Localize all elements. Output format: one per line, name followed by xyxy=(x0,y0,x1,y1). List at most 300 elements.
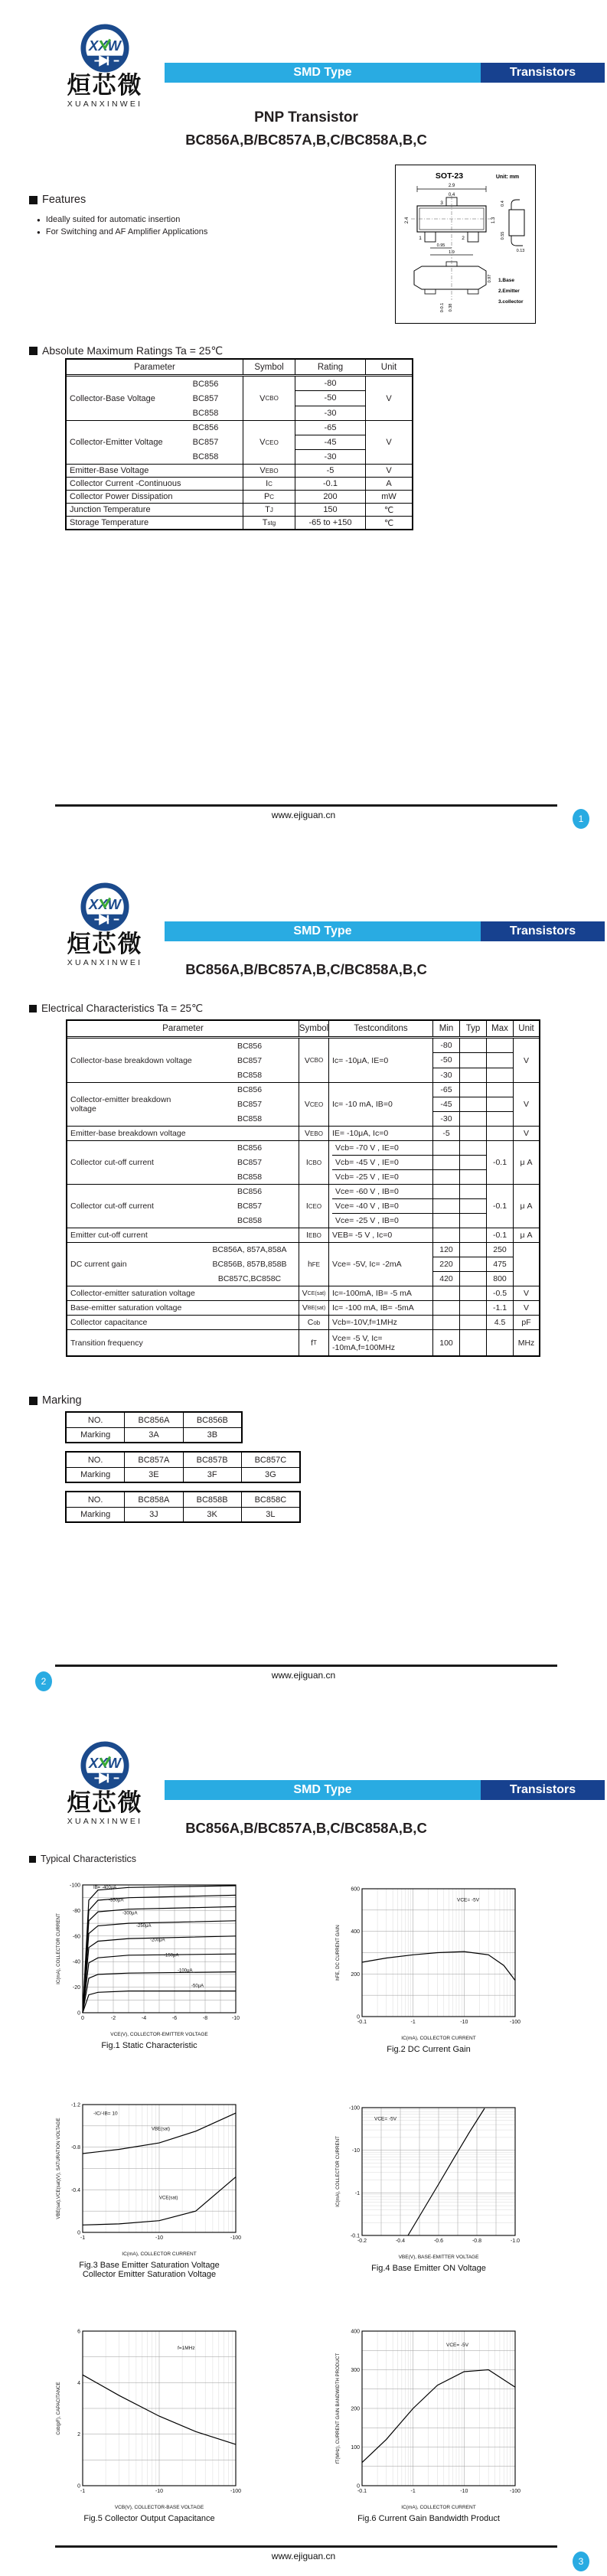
svg-text:-1: -1 xyxy=(410,2020,416,2025)
svg-text:-0.1: -0.1 xyxy=(350,2233,360,2239)
table-row xyxy=(67,377,412,420)
typ-cell xyxy=(459,1185,486,1228)
figure-caption: Fig.5 Collector Output Capacitance xyxy=(83,2514,215,2523)
unit-cell: μ A xyxy=(513,1185,539,1228)
param-cell: Junction Temperature xyxy=(70,505,151,514)
marking-cell: BC858A xyxy=(124,1492,182,1507)
min-cell: -80 -50 -30 xyxy=(432,1039,459,1082)
svg-text:-IC/-IB= 10: -IC/-IB= 10 xyxy=(93,2111,118,2117)
device-cell: BC856 BC857 BC858 xyxy=(192,423,219,461)
page-badge: 3 xyxy=(573,2552,589,2571)
section-marker-icon xyxy=(29,347,38,355)
package-name: SOT-23 xyxy=(435,171,464,181)
svg-text:2: 2 xyxy=(77,2432,80,2438)
svg-text:IC(mA), COLLECTOR CURRENT: IC(mA), COLLECTOR CURRENT xyxy=(401,2036,476,2041)
typ-cell xyxy=(459,1127,486,1140)
feature-item xyxy=(37,215,180,224)
svg-text:-10: -10 xyxy=(155,2235,164,2241)
cond-cell: VEB= -5 V , Ic=0 xyxy=(328,1228,432,1242)
svg-text:-0.2: -0.2 xyxy=(357,2239,367,2244)
dim-label: 2.4 xyxy=(405,217,410,224)
col-header: Parameter xyxy=(162,1024,204,1033)
dim-label: 0.95 xyxy=(436,243,445,248)
typ-cell xyxy=(459,1243,486,1286)
param-cell: Collector cut-off current xyxy=(70,1158,154,1167)
svg-text:-10: -10 xyxy=(460,2489,468,2494)
table-row xyxy=(67,1184,539,1228)
figure-3 xyxy=(34,2094,264,2279)
marking-table xyxy=(65,1491,301,1523)
header-right-label: Transistors xyxy=(481,63,605,83)
svg-text:VBE(sat),VCE(sat)(V), SATURATI: VBE(sat),VCE(sat)(V), SATURATION VOLTAGE xyxy=(56,2118,61,2219)
header-right-label: Transistors xyxy=(481,921,605,941)
svg-text:300: 300 xyxy=(351,2368,360,2373)
typ-cell xyxy=(459,1228,486,1242)
section-marker-icon xyxy=(29,1005,37,1012)
header-bar xyxy=(165,1780,605,1800)
marking-cell: 3J xyxy=(124,1508,182,1521)
fig6-plot xyxy=(314,2320,543,2512)
feature-text: For Switching and AF Amplifier Applications xyxy=(45,227,208,236)
svg-text:0: 0 xyxy=(81,2016,84,2021)
table-row xyxy=(67,1492,299,1507)
svg-text:-1: -1 xyxy=(80,2489,86,2494)
cond-cell: Ic= -100 mA, IB= -5mA xyxy=(328,1301,432,1315)
logo-cn: 烜芯微 xyxy=(67,1789,143,1817)
marking-cell: BC857B xyxy=(183,1453,241,1467)
pin-legend: 3.collector xyxy=(498,299,524,305)
device-cell: BC856 BC857 BC858 xyxy=(192,379,219,418)
svg-text:-0.8: -0.8 xyxy=(472,2239,482,2244)
table-row xyxy=(67,1315,539,1329)
symbol-cell: P C xyxy=(243,491,295,503)
symbol-cell: V CEO xyxy=(243,421,295,464)
symbol-cell: I CBO xyxy=(299,1141,328,1184)
table-row xyxy=(67,1427,241,1442)
max-cell xyxy=(486,1330,513,1355)
pnp-subtitle: PNP Transistor xyxy=(254,109,358,126)
svg-text:-100μA: -100μA xyxy=(178,1968,193,1974)
svg-text:-40: -40 xyxy=(72,1959,80,1965)
typ-cell xyxy=(459,1039,486,1082)
package-unit: Unit: mm xyxy=(495,174,520,180)
logo-initials: XXW xyxy=(89,1754,121,1771)
min-cell xyxy=(432,1316,459,1329)
symbol-cell: C ob xyxy=(299,1316,328,1329)
rating-cell: 150 xyxy=(295,504,365,516)
svg-text:-1.0: -1.0 xyxy=(510,2239,521,2244)
param-cell: Collector-emitter saturation voltage xyxy=(70,1289,195,1298)
svg-text:-20: -20 xyxy=(72,1985,80,1991)
svg-text:-1: -1 xyxy=(80,2235,86,2241)
cond-cell: Vcb=-10V,f=1MHz xyxy=(328,1316,432,1329)
dim-label: 0.55 xyxy=(501,231,505,240)
svg-text:-0.4: -0.4 xyxy=(70,2187,80,2193)
param-cell: Collector capacitance xyxy=(70,1318,148,1327)
figure-4 xyxy=(314,2097,543,2273)
svg-text:-100: -100 xyxy=(230,2489,242,2494)
figure-6 xyxy=(314,2320,543,2523)
table-row xyxy=(67,503,412,516)
min-cell xyxy=(432,1286,459,1300)
svg-text:IC(mA), COLLECTOR CURRENT: IC(mA), COLLECTOR CURRENT xyxy=(401,2505,476,2510)
footer-rule xyxy=(55,2545,557,2548)
svg-text:IC(mA), COLLECTOR CURRENT: IC(mA), COLLECTOR CURRENT xyxy=(56,1913,61,1984)
pin-legend: 1.Base xyxy=(498,278,514,283)
fig4-plot xyxy=(314,2097,543,2261)
elec-heading-label: Electrical Characteristics Ta = 25℃ xyxy=(41,1003,204,1014)
features-heading xyxy=(29,194,86,206)
typ-cell xyxy=(459,1141,486,1184)
typ-cell xyxy=(459,1301,486,1315)
symbol-cell: h FE xyxy=(299,1243,328,1286)
dim-label: 0.13 xyxy=(516,249,525,253)
unit-cell: V xyxy=(513,1039,539,1082)
table-row xyxy=(67,420,412,464)
features-heading-label: Features xyxy=(42,194,86,206)
svg-text:-100: -100 xyxy=(69,1883,80,1889)
bullet-icon xyxy=(37,227,46,236)
svg-text:IC(mA), COLLECTOR CURRENT: IC(mA), COLLECTOR CURRENT xyxy=(335,2136,341,2207)
cond-cell: Ic= -10 mA, IB=0 xyxy=(328,1083,432,1126)
figure-5 xyxy=(34,2320,264,2523)
figure-2 xyxy=(314,1878,543,2054)
max-cell: -0.1 xyxy=(486,1185,513,1228)
unit-cell: V xyxy=(513,1127,539,1140)
logo-initials: XXW xyxy=(89,895,121,912)
header-right-label: Transistors xyxy=(481,1780,605,1800)
package-diagram xyxy=(395,165,536,324)
table-row xyxy=(67,464,412,477)
header-bar xyxy=(165,63,605,83)
dim-label: 0.38 xyxy=(449,303,453,312)
rating-cell: 200 xyxy=(295,491,365,503)
svg-text:VCE(V), COLLECTOR-EMITTER VOLT: VCE(V), COLLECTOR-EMITTER VOLTAGE xyxy=(110,2032,208,2037)
figure-caption: Fig.1 Static Characteristic xyxy=(101,2041,197,2050)
cond-cell: Ic=-100mA, IB= -5 mA xyxy=(328,1286,432,1300)
footer-url: www.ejiguan.cn xyxy=(271,2551,336,2561)
max-cell: -1.1 xyxy=(486,1301,513,1315)
page-3 xyxy=(0,1717,607,2576)
figure-caption: Collector Emitter Saturation Voltage xyxy=(82,2270,217,2279)
footer-url: www.ejiguan.cn xyxy=(271,810,336,820)
marking-cell: NO. xyxy=(87,1495,103,1505)
table-header-row xyxy=(67,1021,539,1039)
header-left-label: SMD Type xyxy=(165,1780,481,1800)
table-row xyxy=(67,490,412,503)
marking-cell: BC856A xyxy=(124,1413,182,1427)
col-header: Testconditons xyxy=(328,1021,432,1036)
pin-legend: 2.Emitter xyxy=(498,289,520,294)
brand-logo xyxy=(47,1740,162,1826)
dim-label: 0-0.1 xyxy=(440,302,445,313)
marking-cell: NO. xyxy=(87,1455,103,1465)
logo-circle-icon xyxy=(80,1740,130,1791)
svg-text:-10: -10 xyxy=(155,2489,164,2494)
fig5-plot xyxy=(34,2320,264,2512)
table-row xyxy=(67,1082,539,1126)
logo-initials: XXW xyxy=(89,37,121,54)
unit-cell: pF xyxy=(513,1316,539,1329)
cond-cell: IE= -10μA, Ic=0 xyxy=(328,1127,432,1140)
marking-table xyxy=(65,1411,243,1443)
dim-label: 1.3 xyxy=(491,217,496,224)
col-header: Rating xyxy=(295,360,365,374)
unit-cell: MHz xyxy=(513,1330,539,1355)
marking-table xyxy=(65,1451,301,1483)
min-cell xyxy=(432,1141,459,1184)
svg-text:-150μA: -150μA xyxy=(164,1953,179,1958)
svg-text:f=1MHz: f=1MHz xyxy=(178,2346,195,2352)
svg-text:VCE= -5V: VCE= -5V xyxy=(446,2343,469,2349)
device-cell: BC856 BC857 BC858 xyxy=(237,1187,263,1225)
pin-number: 2 xyxy=(462,236,465,241)
marking-cell: Marking xyxy=(80,1470,111,1479)
part-title: BC856A,B/BC857A,B,C/BC858A,B,C xyxy=(185,961,427,977)
svg-text:-2: -2 xyxy=(110,2016,116,2021)
svg-text:VCB(V), COLLECTOR-BASE VOLTAGE: VCB(V), COLLECTOR-BASE VOLTAGE xyxy=(114,2505,204,2510)
col-header: Typ xyxy=(459,1021,486,1036)
svg-text:IB= -400μA: IB= -400μA xyxy=(93,1886,117,1890)
table-row xyxy=(67,1507,299,1521)
unit-cell: μ A xyxy=(513,1228,539,1242)
svg-text:IC(mA), COLLECTOR CURRENT: IC(mA), COLLECTOR CURRENT xyxy=(122,2252,197,2257)
param-cell: Collector-base breakdown voltage xyxy=(70,1055,192,1065)
feature-item xyxy=(37,227,207,236)
cond-cell: Vce= -60 V , IB=0 Vce= -40 V , IB=0 Vce= -25 V , IB=0 xyxy=(328,1185,432,1228)
dim-label: 0.4 xyxy=(448,193,455,197)
svg-text:-100: -100 xyxy=(509,2020,521,2025)
col-header: Min xyxy=(432,1021,459,1036)
param-cell: Collector Power Dissipation xyxy=(70,492,173,501)
table-row xyxy=(67,1039,539,1082)
pin-number: 1 xyxy=(419,236,422,241)
max-cell: -0.1 xyxy=(486,1141,513,1184)
param-cell: Collector-emitter breakdown voltage xyxy=(70,1095,171,1114)
param-cell: Collector Current -Continuous xyxy=(70,479,181,488)
svg-text:-100: -100 xyxy=(348,2105,360,2111)
figure-caption: Fig.2 DC Current Gain xyxy=(387,2045,471,2054)
min-cell: 100 xyxy=(432,1330,459,1355)
col-header: Unit xyxy=(513,1021,539,1036)
figure-1 xyxy=(34,1874,264,2050)
unit-cell: V xyxy=(513,1083,539,1126)
svg-text:600: 600 xyxy=(351,1886,360,1893)
svg-text:6: 6 xyxy=(77,2329,80,2335)
unit-cell: V xyxy=(365,421,412,464)
min-cell xyxy=(432,1228,459,1242)
unit-cell: μ A xyxy=(513,1141,539,1184)
unit-cell xyxy=(513,1243,539,1286)
svg-text:-0.8: -0.8 xyxy=(70,2145,80,2151)
col-header: Parameter xyxy=(134,362,175,372)
max-cell xyxy=(486,1083,513,1126)
cond-cell: Ic= -10μA, IE=0 xyxy=(328,1039,432,1082)
svg-text:Cob(pF), CAPACITANCE: Cob(pF), CAPACITANCE xyxy=(56,2382,61,2435)
svg-text:-1: -1 xyxy=(354,2190,360,2196)
svg-text:fT(MHz), CURRENT GAIN BANDWIDT: fT(MHz), CURRENT GAIN BANDWIDTH PRODUCT xyxy=(335,2353,341,2464)
min-cell: -5 xyxy=(432,1127,459,1140)
max-cell: -0.1 xyxy=(486,1228,513,1242)
symbol-cell: V BE(sat) xyxy=(299,1301,328,1315)
max-cell: 4.5 xyxy=(486,1316,513,1329)
param-cell: Emitter cut-off current xyxy=(70,1231,148,1240)
fig2-plot xyxy=(314,1878,543,2043)
symbol-cell: I C xyxy=(243,478,295,490)
feature-text: Ideally suited for automatic insertion xyxy=(45,215,181,224)
bullet-icon xyxy=(37,215,46,224)
max-cell xyxy=(486,1039,513,1082)
table-row xyxy=(67,1413,241,1427)
abs-max-heading xyxy=(29,344,223,357)
figure-caption: Fig.4 Base Emitter ON Voltage xyxy=(371,2264,486,2273)
symbol-cell: V CE(sat) xyxy=(299,1286,328,1300)
marking-cell: BC857A xyxy=(124,1453,182,1467)
svg-text:-6: -6 xyxy=(171,2016,178,2021)
table-row xyxy=(67,1126,539,1140)
min-cell: -65 -45 -30 xyxy=(432,1083,459,1126)
svg-text:-50μA: -50μA xyxy=(191,1984,204,1989)
svg-text:0: 0 xyxy=(357,2483,360,2490)
unit-cell: V xyxy=(513,1301,539,1315)
svg-text:VCE= -5V: VCE= -5V xyxy=(457,1897,480,1903)
marking-cell: 3G xyxy=(241,1468,299,1482)
rating-cell: -80 -50 -30 xyxy=(295,377,365,420)
marking-cell: 3K xyxy=(183,1508,241,1521)
logo-circle-icon xyxy=(80,882,130,932)
symbol-cell: I EBO xyxy=(299,1228,328,1242)
marking-cell: Marking xyxy=(80,1430,111,1440)
figure-caption: Fig.6 Current Gain Bandwidth Product xyxy=(357,2514,500,2523)
symbol-cell: V EBO xyxy=(299,1127,328,1140)
figure-caption: Fig.3 Base Emitter Saturation Voltage xyxy=(79,2261,220,2270)
svg-text:400: 400 xyxy=(351,2329,360,2335)
logo-cn: 烜芯微 xyxy=(67,931,143,958)
param-cell: Base-emitter saturation voltage xyxy=(70,1303,182,1312)
table-row xyxy=(67,477,412,490)
device-cell: BC856 BC857 BC858 xyxy=(237,1041,263,1080)
svg-text:-100: -100 xyxy=(230,2235,242,2241)
part-title: BC856A,B/BC857A,B,C/BC858A,B,C xyxy=(185,1820,427,1836)
marking-heading xyxy=(29,1394,82,1407)
page-2 xyxy=(0,859,607,1717)
symbol-cell: V EBO xyxy=(243,465,295,477)
footer-url: www.ejiguan.cn xyxy=(271,1670,336,1681)
unit-cell: V xyxy=(365,465,412,477)
typical-heading xyxy=(29,1854,136,1864)
unit-cell: ℃ xyxy=(365,504,412,516)
svg-text:VBE(V), BASE-EMITTER VOLTAGE: VBE(V), BASE-EMITTER VOLTAGE xyxy=(398,2255,479,2260)
svg-text:-80: -80 xyxy=(72,1908,80,1914)
cond-cell: Vcb= -70 V , IE=0 Vcb= -45 V , IE=0 Vcb= -25 V , IE=0 xyxy=(328,1141,432,1184)
logo-circle-icon xyxy=(80,23,130,73)
svg-text:-1.2: -1.2 xyxy=(70,2102,80,2108)
table-header-row xyxy=(67,360,412,377)
footer-rule xyxy=(55,804,557,807)
marking-heading-label: Marking xyxy=(42,1394,82,1407)
svg-text:-8: -8 xyxy=(202,2016,208,2021)
footer-rule xyxy=(55,1665,557,1667)
section-marker-icon xyxy=(29,196,38,204)
svg-text:-4: -4 xyxy=(141,2016,147,2021)
param-cell: Transition frequency xyxy=(70,1338,143,1348)
max-cell xyxy=(486,1127,513,1140)
marking-cell: BC857C xyxy=(241,1453,299,1467)
brand-logo xyxy=(47,882,162,967)
logo-en: XUANXINWEI xyxy=(67,957,143,967)
brand-logo xyxy=(47,23,162,109)
section-marker-icon xyxy=(29,1397,38,1405)
svg-text:-250μA: -250μA xyxy=(136,1924,152,1929)
device-cell: BC856A, 857A,858A BC856B, 857B,858B BC857C,BC858C xyxy=(212,1245,287,1283)
abs-max-heading-label: Absolute Maximum Ratings Ta = 25℃ xyxy=(42,344,224,357)
symbol-cell: V CBO xyxy=(299,1039,328,1082)
svg-text:-10: -10 xyxy=(351,2148,360,2154)
elec-table xyxy=(66,1019,540,1357)
page-badge: 1 xyxy=(573,809,589,829)
sot23-drawing-icon xyxy=(396,165,535,323)
svg-text:-60: -60 xyxy=(72,1934,80,1940)
abs-max-table xyxy=(65,358,413,530)
unit-cell: mW xyxy=(365,491,412,503)
marking-cell: 3L xyxy=(241,1508,299,1521)
svg-text:0: 0 xyxy=(77,2010,80,2017)
dim-label: 2.9 xyxy=(448,184,455,188)
fig3-plot xyxy=(34,2094,264,2258)
param-cell: Storage Temperature xyxy=(70,518,149,527)
dim-label: 1.9 xyxy=(449,250,455,255)
min-cell xyxy=(432,1301,459,1315)
param-cell: DC current gain xyxy=(70,1260,127,1269)
cond-cell: Vce= -5 V, Ic= -10mA,f=100MHz xyxy=(328,1330,432,1355)
svg-text:hFE, DC CURRENT GAIN: hFE, DC CURRENT GAIN xyxy=(335,1925,341,1981)
logo-en: XUANXINWEI xyxy=(67,99,143,109)
dim-label: 0.4 xyxy=(501,201,505,207)
max-cell: 250 475 800 xyxy=(486,1243,513,1286)
table-row xyxy=(67,1286,539,1300)
table-row xyxy=(67,1242,539,1286)
pin-number: 3 xyxy=(440,201,443,206)
typical-heading-label: Typical Characteristics xyxy=(41,1854,137,1864)
svg-text:100: 100 xyxy=(351,2445,360,2450)
logo-en: XUANXINWEI xyxy=(67,1816,143,1826)
part-title: BC856A,B/BC857A,B,C/BC858A,B,C xyxy=(185,132,427,148)
param-cell: Collector-Base Voltage xyxy=(70,393,155,403)
svg-text:4: 4 xyxy=(77,2380,80,2386)
typ-cell xyxy=(459,1083,486,1126)
marking-cell: 3F xyxy=(183,1468,241,1482)
table-row xyxy=(67,1228,539,1242)
marking-cell: 3A xyxy=(124,1428,182,1442)
marking-cell: Marking xyxy=(80,1510,111,1519)
elec-heading xyxy=(29,1003,203,1015)
typ-cell xyxy=(459,1330,486,1355)
svg-text:-200μA: -200μA xyxy=(150,1938,165,1943)
marking-cell: 3B xyxy=(183,1428,241,1442)
unit-cell: V xyxy=(365,377,412,420)
header-left-label: SMD Type xyxy=(165,921,481,941)
rating-cell: -0.1 xyxy=(295,478,365,490)
svg-text:-0.1: -0.1 xyxy=(357,2489,367,2494)
svg-text:-350μA: -350μA xyxy=(109,1898,124,1903)
max-cell: -0.5 xyxy=(486,1286,513,1300)
table-row xyxy=(67,516,412,529)
svg-text:0: 0 xyxy=(77,2483,80,2490)
svg-text:VBE(sat): VBE(sat) xyxy=(152,2127,171,2132)
unit-cell: ℃ xyxy=(365,517,412,529)
symbol-cell: T stg xyxy=(243,517,295,529)
marking-cell: BC858B xyxy=(183,1492,241,1507)
